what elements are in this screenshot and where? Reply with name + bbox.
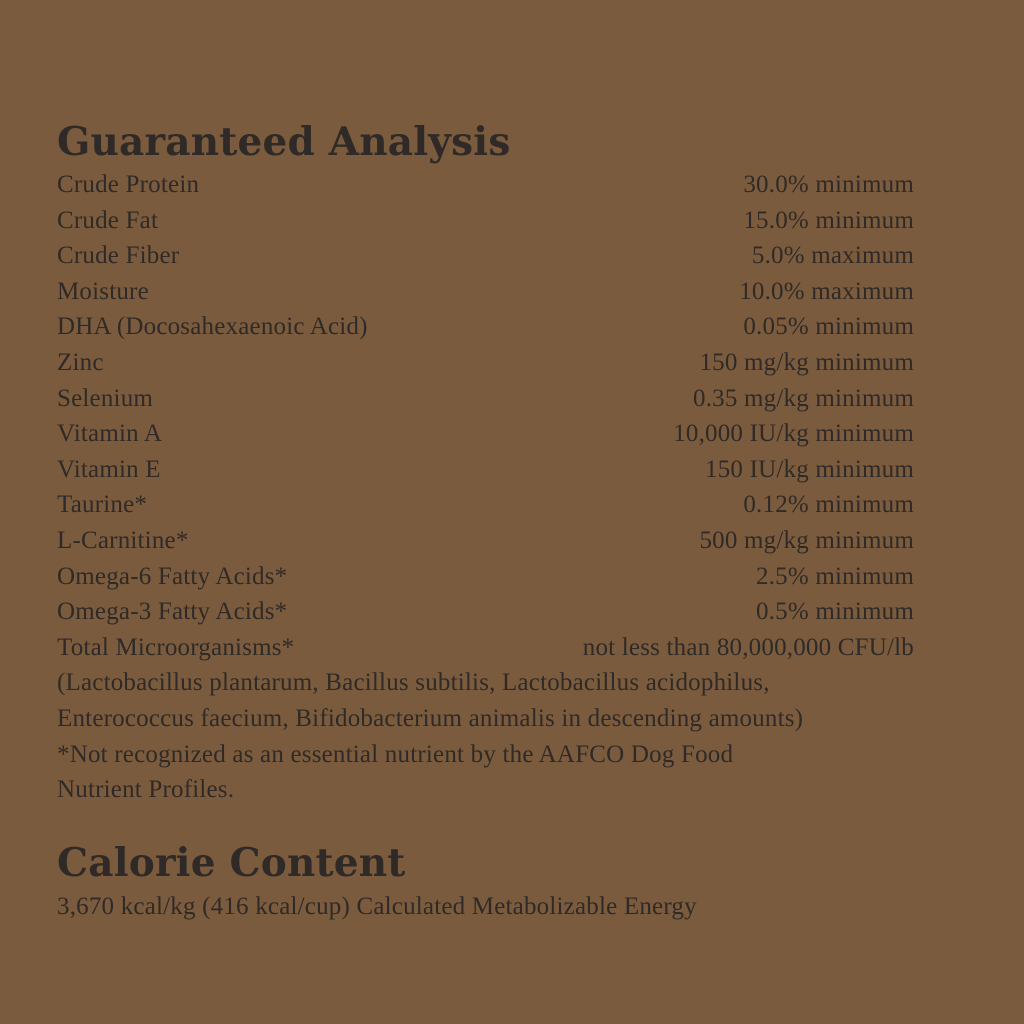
analysis-row-l-carnitine [57, 523, 914, 559]
analysis-value: 150 IU/kg minimum [705, 455, 914, 483]
analysis-value: 0.12% minimum [743, 491, 914, 519]
analysis-row-vitamin-e [57, 452, 914, 488]
analysis-row-omega-3 [57, 594, 914, 630]
analysis-value: 150 mg/kg minimum [699, 348, 914, 376]
nutrition-panel [57, 118, 914, 924]
analysis-name: Total Microorganisms* [57, 633, 295, 661]
analysis-row-moisture [57, 274, 914, 310]
guaranteed-analysis-table [57, 167, 914, 665]
footnote-line-2: Nutrient Profiles. [57, 776, 235, 804]
analysis-name: Crude Fat [57, 206, 159, 234]
aafco-footnote [57, 737, 914, 808]
analysis-row-vitamin-a [57, 416, 914, 452]
analysis-row-zinc [57, 345, 914, 381]
analysis-name: L-Carnitine* [57, 526, 189, 554]
calorie-content-heading: Calorie Content [57, 839, 406, 886]
analysis-value: 30.0% minimum [743, 171, 914, 198]
analysis-name: Omega-6 Fatty Acids* [57, 562, 288, 590]
analysis-name: Zinc [57, 348, 104, 376]
analysis-value: not less than 80,000,000 CFU/lb [582, 633, 914, 661]
microorganisms-line-2: Enterococcus faecium, Bifidobacterium animalis in descending amounts) [57, 704, 804, 732]
microorganisms-line-1: (Lactobacillus plantarum, Bacillus subtilis, Lactobacillus acidophilus, [57, 669, 770, 697]
microorganisms-list [57, 665, 914, 736]
analysis-value: 2.5% minimum [756, 562, 914, 590]
analysis-row-taurine [57, 487, 914, 523]
analysis-name: Crude Protein [57, 171, 200, 198]
analysis-value: 500 mg/kg minimum [699, 526, 914, 554]
analysis-row-crude-fat [57, 203, 914, 239]
analysis-value: 15.0% minimum [743, 206, 914, 234]
analysis-name: Omega-3 Fatty Acids* [57, 598, 288, 626]
analysis-name: DHA (Docosahexaenoic Acid) [57, 313, 368, 341]
analysis-name: Moisture [57, 277, 149, 305]
analysis-row-dha [57, 309, 914, 345]
analysis-value: 0.05% minimum [743, 313, 914, 341]
analysis-value: 10.0% maximum [739, 277, 914, 305]
footnote-line-1: *Not recognized as an essential nutrient by the AAFCO Dog Food [57, 740, 734, 768]
analysis-value: 5.0% maximum [751, 242, 914, 270]
analysis-name: Taurine* [57, 491, 148, 519]
analysis-value: 0.5% minimum [756, 598, 914, 626]
analysis-value: 10,000 IU/kg minimum [673, 420, 914, 448]
analysis-row-omega-6 [57, 559, 914, 595]
analysis-name: Crude Fiber [57, 242, 180, 270]
analysis-row-total-microorganisms [57, 630, 914, 666]
guaranteed-analysis-heading: Guaranteed Analysis [57, 119, 511, 165]
calorie-content-text: 3,670 kcal/kg (416 kcal/cup) Calculated Metabolizable Energy [57, 892, 697, 920]
analysis-row-crude-protein [57, 167, 914, 203]
analysis-name: Vitamin A [57, 420, 163, 448]
analysis-row-crude-fiber [57, 238, 914, 274]
analysis-name: Vitamin E [57, 455, 161, 483]
analysis-name: Selenium [57, 384, 154, 412]
analysis-value: 0.35 mg/kg minimum [693, 384, 914, 412]
analysis-row-selenium [57, 381, 914, 417]
